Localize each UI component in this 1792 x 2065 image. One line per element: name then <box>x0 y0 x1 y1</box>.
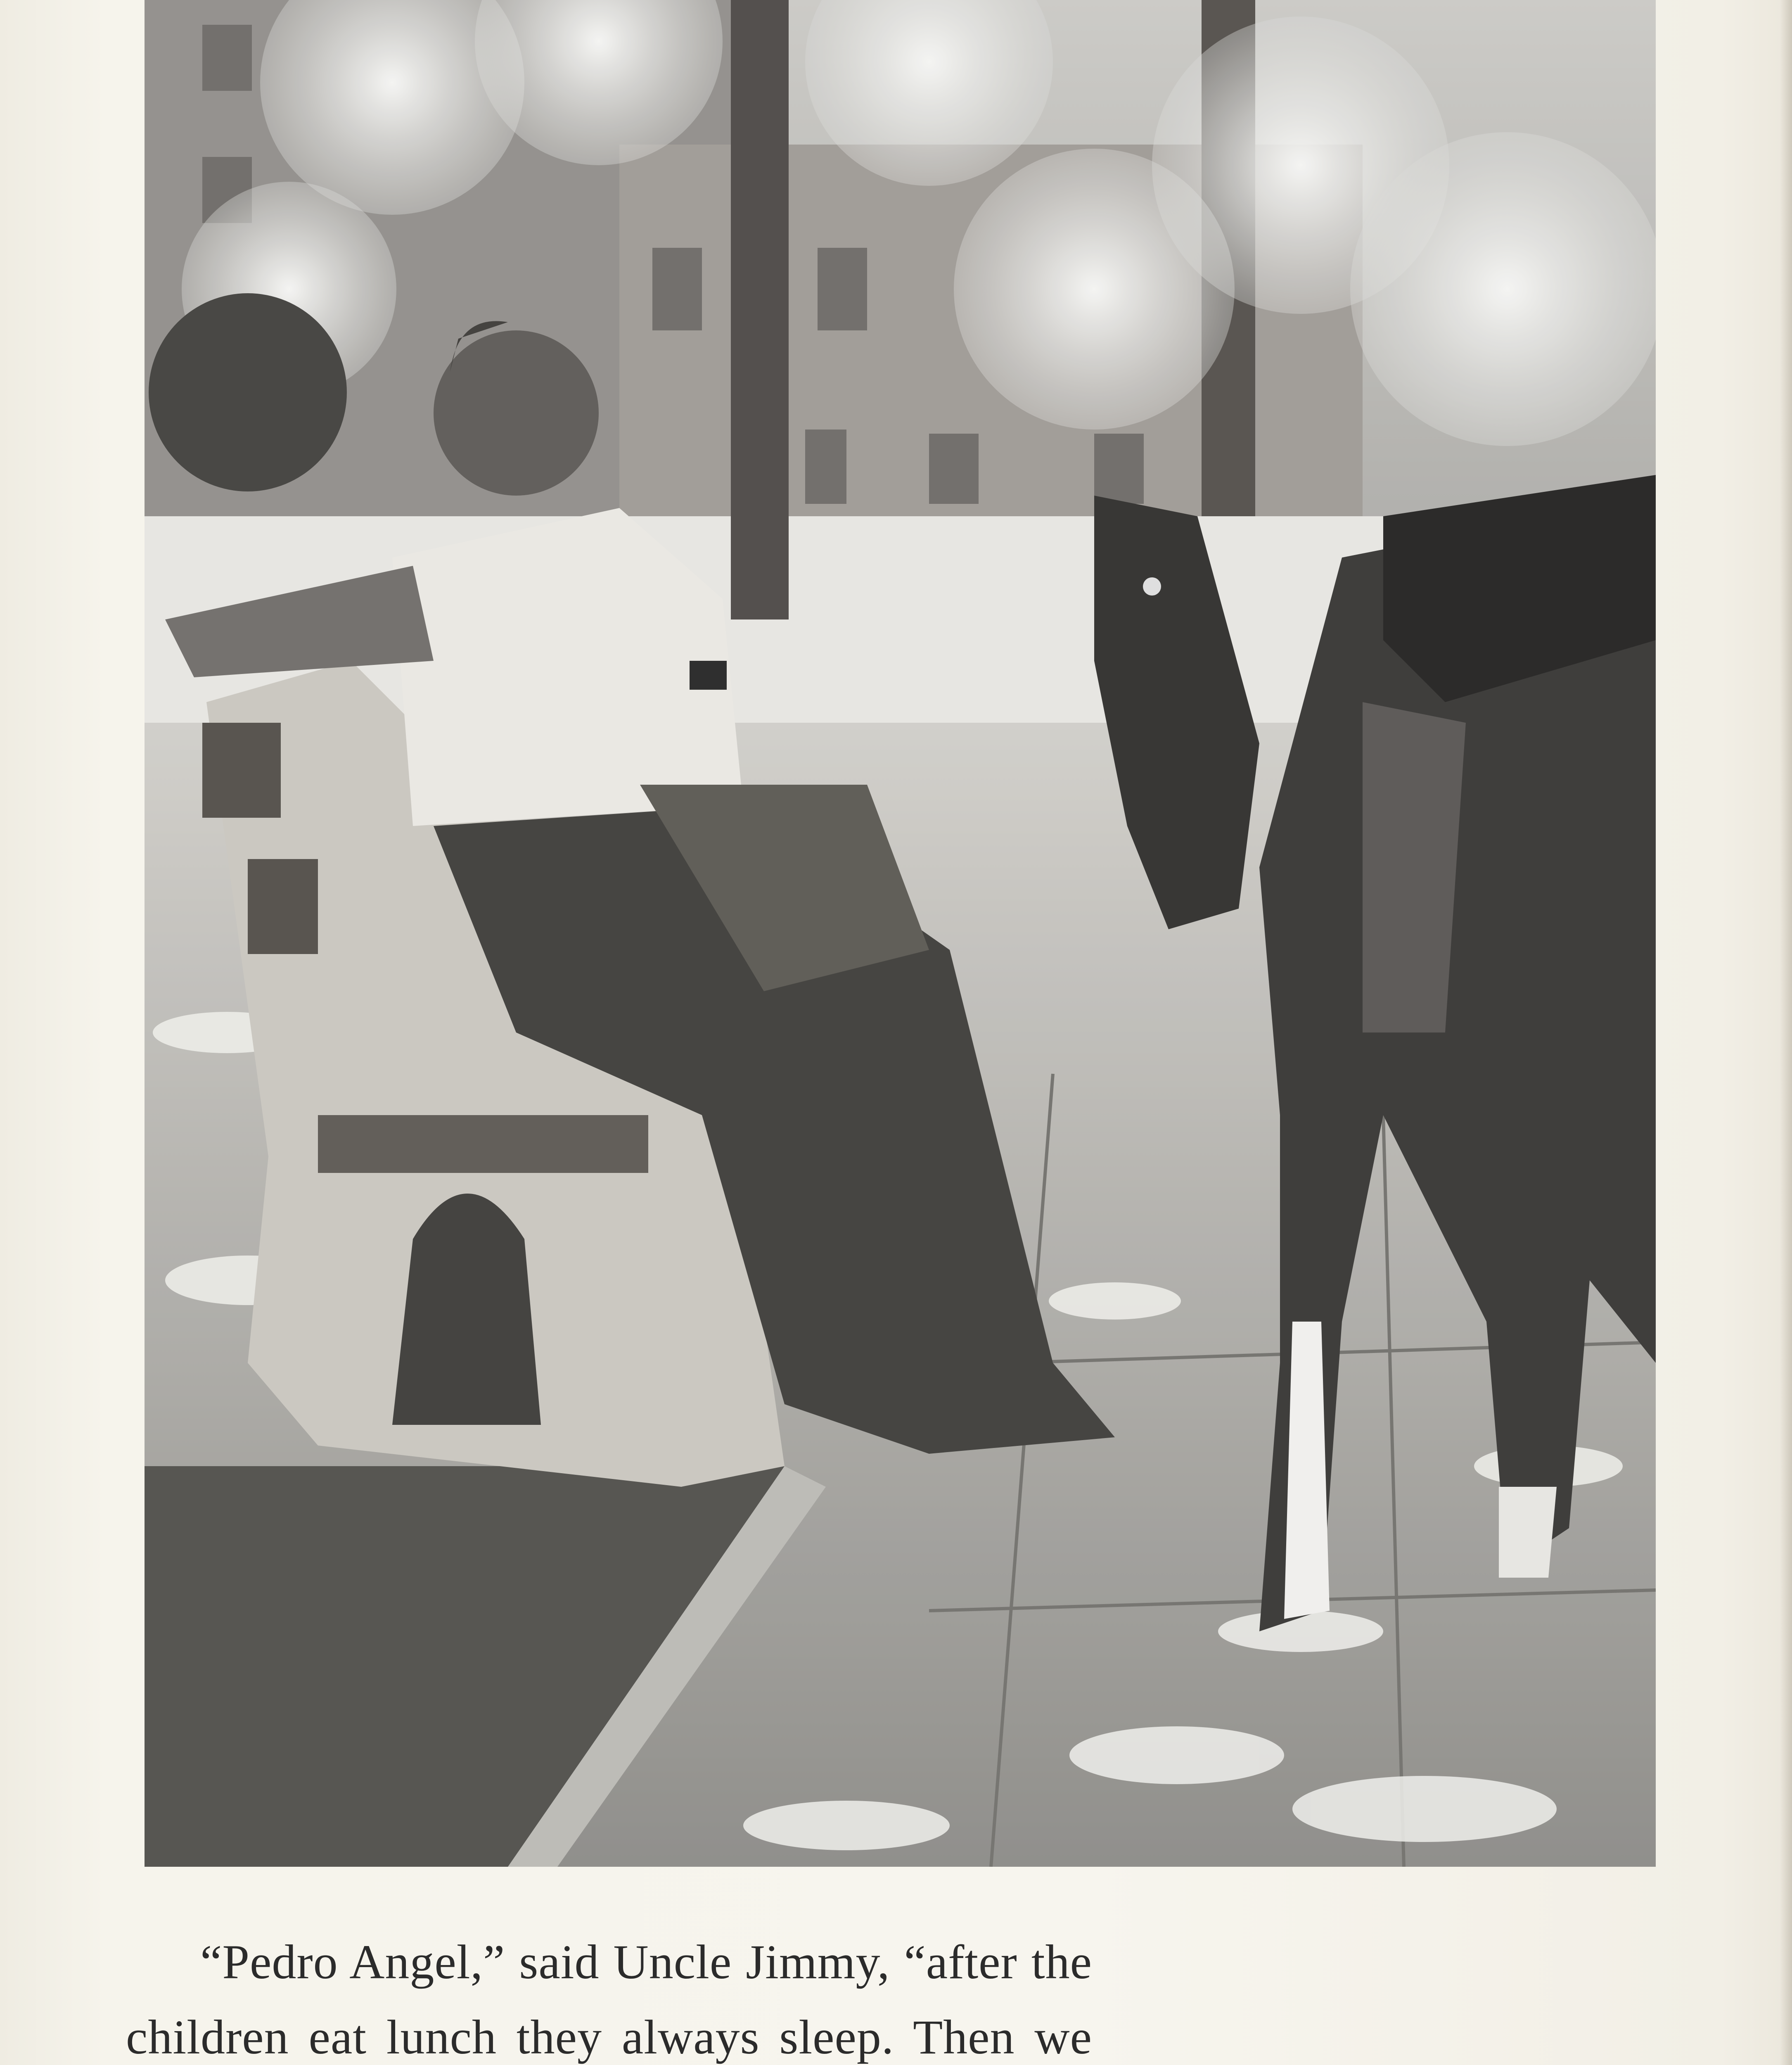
photograph <box>145 0 1656 1867</box>
caption-paragraph: “Pedro Angel,” said Uncle Jimmy, “after the children eat lunch they always sleep. Then we <box>126 1935 1092 2064</box>
caption-text <box>126 1925 1092 2065</box>
page-edge-shadow <box>1780 0 1792 2065</box>
